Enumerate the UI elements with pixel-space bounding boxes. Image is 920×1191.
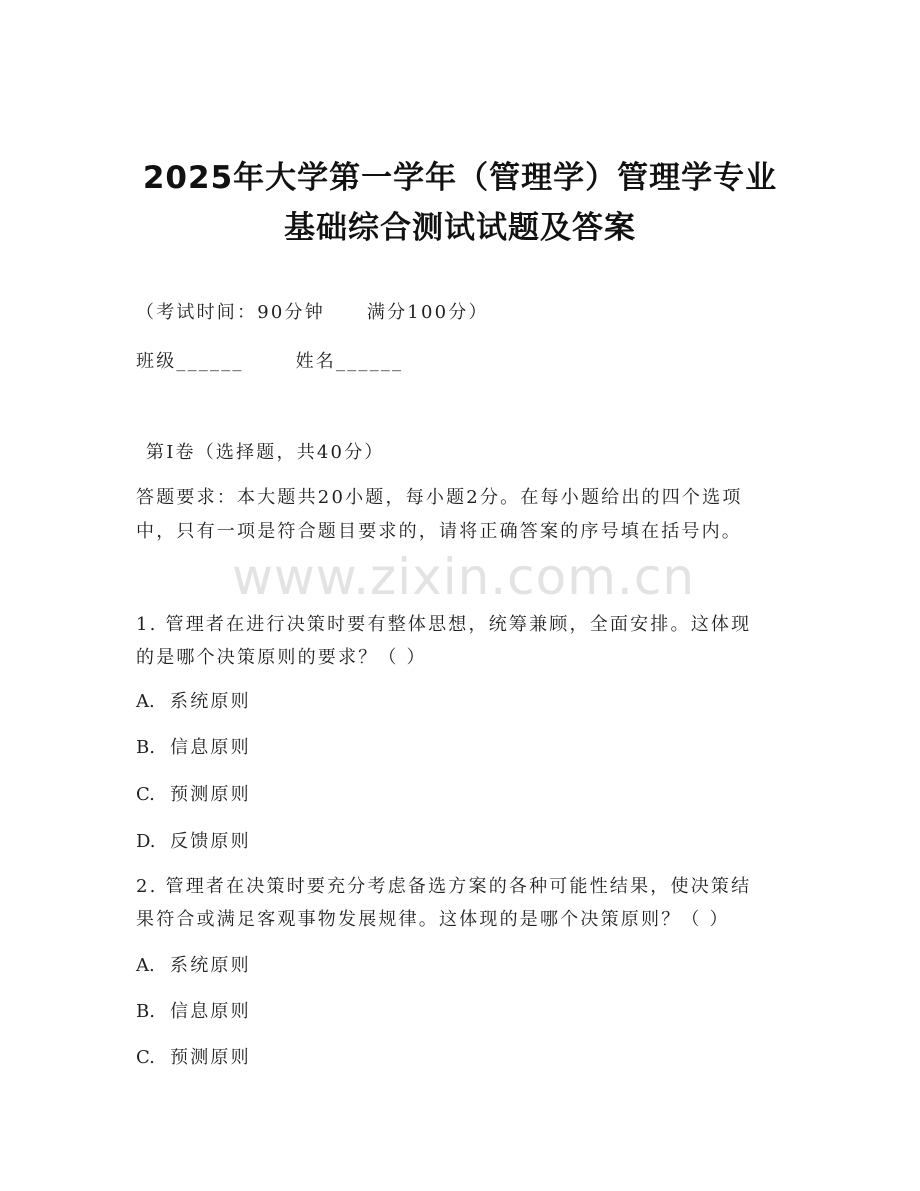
- document-title-line1: 2025年大学第一学年（管理学）管理学专业: [142, 160, 778, 196]
- option-label: B.: [136, 1001, 155, 1022]
- answer-requirement-line2: 中，只有一项是符合题目要求的，请将正确答案的序号填在括号内。: [136, 521, 742, 542]
- option-text: 系统原则: [170, 691, 251, 712]
- question-1-option-a: [136, 688, 251, 716]
- question-1-option-b: [136, 734, 251, 762]
- section-heading: 第Ⅰ卷（选择题，共40分）: [146, 442, 385, 463]
- option-label: A.: [136, 691, 155, 712]
- question-2-option-b: [136, 998, 251, 1026]
- exam-meta: [136, 299, 489, 327]
- exam-score: 满分100分）: [366, 302, 489, 323]
- option-text: 预测原则: [170, 1047, 251, 1068]
- option-label: C.: [136, 784, 155, 805]
- question-2-stem-line2: 果符合或满足客观事物发展规律。这体现的是哪个决策原则？（ ）: [136, 909, 730, 930]
- option-text: 信息原则: [170, 1001, 251, 1022]
- document-title-line2: 基础综合测试试题及答案: [284, 210, 636, 246]
- class-field: 班级______: [136, 351, 244, 372]
- option-label: B.: [136, 737, 155, 758]
- question-1-stem-line2: 的是哪个决策原则的要求？（ ）: [136, 647, 427, 668]
- question-2-option-a: [136, 952, 251, 980]
- option-text: 系统原则: [170, 955, 251, 976]
- exam-time: （考试时间：90分钟: [136, 302, 325, 323]
- student-info-row: [136, 348, 403, 376]
- question-1-stem-line1: 1. 管理者在进行决策时要有整体思想，统筹兼顾，全面安排。这体现: [136, 614, 752, 635]
- option-label: D.: [136, 831, 156, 852]
- option-text: 预测原则: [170, 784, 251, 805]
- option-label: C.: [136, 1047, 155, 1068]
- option-label: A.: [136, 955, 155, 976]
- question-2-stem-line1: 2. 管理者在决策时要充分考虑备选方案的各种可能性结果，使决策结: [136, 876, 752, 897]
- question-1-option-d: [136, 828, 251, 856]
- question-2-option-c: [136, 1044, 251, 1072]
- name-field: 姓名______: [295, 351, 404, 372]
- option-text: 信息原则: [170, 737, 251, 758]
- question-1-option-c: [136, 781, 251, 809]
- watermark: www.zixin.com.cn: [232, 548, 696, 606]
- answer-requirement-line1: 答题要求：本大题共20小题，每小题2分。在每小题给出的四个选项: [136, 487, 743, 508]
- option-text: 反馈原则: [170, 831, 251, 852]
